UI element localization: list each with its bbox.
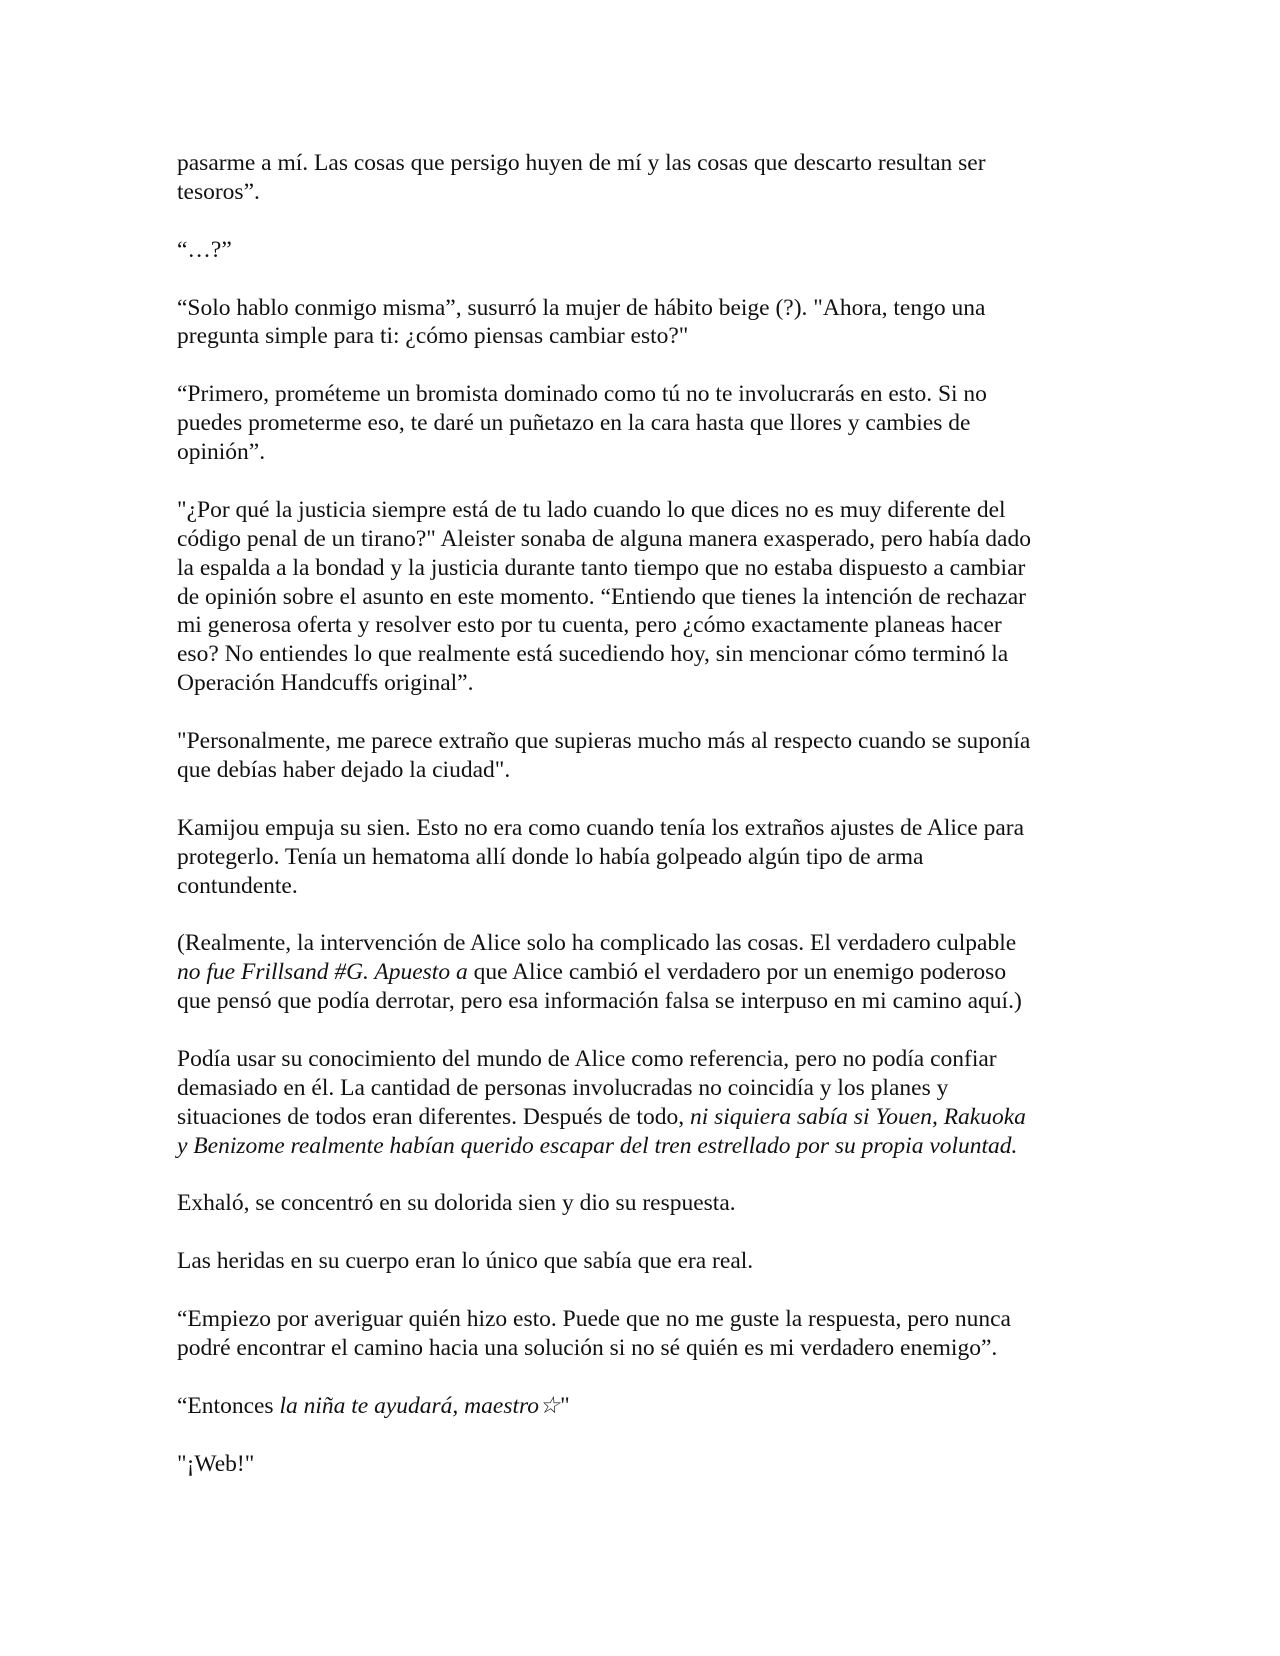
text-line	[177, 872, 1117, 901]
text-segment: "¿Por qué la justicia siempre está de tu lado cuando lo que dices no es muy diferente del	[177, 496, 1006, 523]
text-line	[177, 554, 1117, 583]
text-line	[177, 409, 1117, 438]
paragraph	[177, 1392, 1117, 1421]
paragraph	[177, 236, 1117, 265]
text-segment: protegerlo. Tenía un hematoma allí donde lo había golpeado algún tipo de arma	[177, 843, 924, 870]
text-line	[177, 583, 1117, 612]
italic-text: no fue Frillsand #G. Apuesto a	[177, 959, 468, 986]
text-line	[177, 611, 1117, 640]
text-segment: tesoros”.	[177, 178, 260, 205]
paragraph	[177, 1450, 1117, 1479]
paragraph	[177, 496, 1117, 698]
text-segment: puedes prometerme eso, te daré un puñetazo en la cara hasta que llores y cambies de	[177, 410, 971, 437]
text-line	[177, 1074, 1117, 1103]
paragraph	[177, 380, 1117, 467]
text-line	[177, 236, 1117, 265]
text-line	[177, 843, 1117, 872]
text-line	[177, 756, 1117, 785]
text-line	[177, 814, 1117, 843]
text-segment: Podía usar su conocimiento del mundo de Alice como referencia, pero no podía confiar	[177, 1045, 997, 1072]
paragraph	[177, 814, 1117, 901]
paragraph	[177, 1305, 1117, 1363]
text-segment: situaciones de todos eran diferentes. Después de todo,	[177, 1103, 690, 1130]
text-segment: pregunta simple para ti: ¿cómo piensas cambiar esto?"	[177, 323, 689, 350]
text-segment: la espalda a la bondad y la justicia durante tanto tiempo que no estaba dispuesto a cambiar	[177, 554, 1026, 581]
text-segment: podré encontrar el camino hacia una solución si no sé quién es mi verdadero enemigo”.	[177, 1334, 998, 1361]
text-line	[177, 1450, 1117, 1479]
text-line	[177, 1189, 1117, 1218]
paragraph	[177, 294, 1117, 352]
text-line	[177, 496, 1117, 525]
text-line	[177, 669, 1117, 698]
text-segment: “…?”	[177, 236, 232, 263]
text-segment: Exhaló, se concentró en su dolorida sien y dio su respuesta.	[177, 1190, 736, 1217]
text-line	[177, 1305, 1117, 1334]
text-segment: eso? No entiendes lo que realmente está sucediendo hoy, sin mencionar cómo terminó la	[177, 641, 1009, 668]
text-segment: contundente.	[177, 872, 298, 899]
text-segment: que Alice cambió el verdadero por un enemigo poderoso	[467, 959, 1007, 986]
text-line	[177, 640, 1117, 669]
text-segment: demasiado en él. La cantidad de personas involucradas no coincidía y los planes y	[177, 1074, 949, 1101]
paragraph	[177, 727, 1117, 785]
text-line	[177, 178, 1117, 207]
text-segment: de opinión sobre el asunto en este momento. “Entiendo que tienes la intención de rechazar	[177, 583, 1026, 610]
text-line	[177, 1103, 1117, 1132]
text-line	[177, 438, 1117, 467]
text-segment: “Primero, prométeme un bromista dominado como tú no te involucrarás en esto. Si no	[177, 381, 987, 408]
text-line	[177, 1045, 1117, 1074]
text-segment: Las heridas en su cuerpo eran lo único que sabía que era real.	[177, 1248, 754, 1275]
text-line	[177, 525, 1117, 554]
text-line	[177, 1334, 1117, 1363]
text-line	[177, 322, 1117, 351]
text-segment: Kamijou empuja su sien. Esto no era como cuando tenía los extraños ajustes de Alice para	[177, 814, 1025, 841]
text-line	[177, 958, 1117, 987]
paragraph	[177, 1189, 1117, 1218]
document-page	[177, 149, 1117, 1507]
text-line	[177, 149, 1117, 178]
text-segment: código penal de un tirano?" Aleister sonaba de alguna manera exasperado, pero había dado	[177, 525, 1031, 552]
text-segment: pasarme a mí. Las cosas que persigo huyen de mí y las cosas que descarto resultan ser	[177, 150, 986, 176]
italic-text: la niña te ayudará, maestro☆	[279, 1392, 561, 1419]
text-segment: que debías haber dejado la ciudad".	[177, 756, 511, 783]
text-line	[177, 1247, 1117, 1276]
paragraph	[177, 1045, 1117, 1161]
text-line	[177, 1132, 1117, 1161]
text-segment: “Entonces	[177, 1392, 280, 1419]
paragraph	[177, 1247, 1117, 1276]
paragraph	[177, 929, 1117, 1016]
text-segment: "Personalmente, me parece extraño que supieras mucho más al respecto cuando se suponía	[177, 728, 1031, 755]
text-segment: "¡Web!"	[177, 1450, 255, 1477]
text-segment: opinión”.	[177, 439, 266, 466]
text-line	[177, 294, 1117, 323]
text-line	[177, 929, 1117, 958]
text-segment: Operación Handcuffs original”.	[177, 670, 474, 697]
text-segment: mi generosa oferta y resolver esto por tu cuenta, pero ¿cómo exactamente planeas hacer	[177, 612, 1002, 639]
text-line	[177, 380, 1117, 409]
text-segment: “Solo hablo conmigo misma”, susurró la mujer de hábito beige (?). "Ahora, tengo una	[177, 294, 986, 321]
text-line	[177, 1392, 1117, 1421]
italic-text: ni siquiera sabía si Youen, Rakuoka	[689, 1103, 1026, 1130]
text-segment: "	[560, 1392, 570, 1419]
text-line	[177, 727, 1117, 756]
text-segment: que pensó que podía derrotar, pero esa información falsa se interpuso en mi camino aquí.)	[177, 988, 1022, 1015]
text-line	[177, 987, 1117, 1016]
text-segment: (Realmente, la intervención de Alice solo ha complicado las cosas. El verdadero culpable	[177, 930, 1017, 957]
italic-text: y Benizome realmente habían querido escapar del tren estrellado por su propia voluntad.	[177, 1132, 1018, 1159]
paragraph	[177, 149, 1117, 207]
text-segment: “Empiezo por averiguar quién hizo esto. Puede que no me guste la respuesta, pero nunca	[177, 1306, 1011, 1333]
